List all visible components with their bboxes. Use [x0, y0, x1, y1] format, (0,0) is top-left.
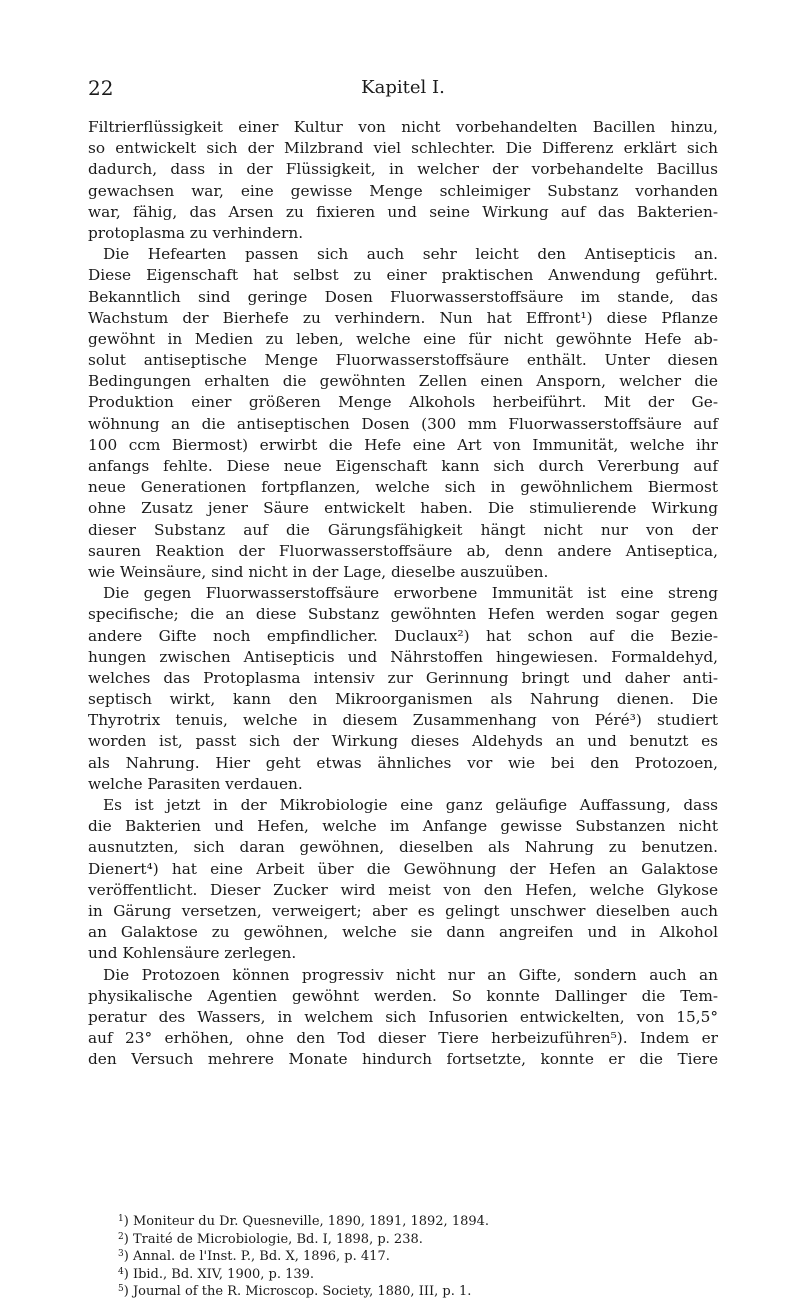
footnote: [118, 1282, 718, 1300]
text-line: protoplasma zu verhindern.: [88, 223, 304, 242]
text-line: die Bakterien und Hefen, welche im Anfange gewisse Substanzen nicht: [88, 817, 718, 836]
text-line: neue Generationen fortpflanzen, welche sich in gewöhnlichem Biermost: [88, 478, 718, 497]
footnote-mark: 5: [118, 1284, 124, 1295]
text-line: Diese Eigenschaft hat selbst zu einer praktischen Anwendung geführt.: [88, 266, 718, 285]
text-line: septisch wirkt, kann den Mikroorganismen als Nahrung dienen. Die: [88, 690, 718, 709]
text-line: Wachstum der Bierhefe zu verhindern. Nun hat Effront¹) diese Pflanze: [88, 308, 718, 327]
footnote-text: ) Annal. de l'Inst. P., Bd. X, 1896, p. 417.: [123, 1249, 390, 1265]
text-line: Produktion einer größeren Menge Alkohols herbeiführt. Mit der Ge-: [88, 393, 718, 412]
text-line: war, fähig, das Arsen zu fixieren und seine Wirkung auf das Bakterien-: [88, 202, 718, 221]
page-header: [88, 76, 718, 100]
text-line: in Gärung versetzen, verweigert; aber es gelingt unschwer dieselben auch: [88, 901, 718, 920]
text-line: den Versuch mehrere Monate hindurch fortsetzte, konnte er die Tiere: [88, 1050, 718, 1069]
text-line: Thyrotrix tenuis, welche in diesem Zusammenhang von Péré³) studiert: [88, 711, 718, 730]
text-line: sauren Reaktion der Fluorwasserstoffsäure ab, denn andere Antiseptica,: [88, 541, 718, 560]
footnote: [118, 1265, 718, 1283]
text-line: als Nahrung. Hier geht etwas ähnliches vor wie bei den Protozoen,: [88, 753, 718, 772]
text-line: Bekanntlich sind geringe Dosen Fluorwasserstoffsäure im stande, das: [88, 287, 718, 306]
text-line: Dienert⁴) hat eine Arbeit über die Gewöhnung der Hefen an Galaktose: [88, 859, 718, 878]
text-line: hungen zwischen Antisepticis und Nährstoffen hingewiesen. Formaldehyd,: [88, 647, 718, 666]
text-line: Es ist jetzt in der Mikrobiologie eine ganz geläufige Auffassung, dass: [103, 796, 718, 814]
body-text: [88, 117, 718, 1070]
footnote-mark: 1: [118, 1214, 124, 1224]
text-line: veröffentlicht. Dieser Zucker wird meist von den Hefen, welche Glykose: [88, 880, 718, 899]
text-line: wöhnung an die antiseptischen Dosen (300 mm Fluorwasserstoffsäure auf: [88, 414, 718, 433]
text-line: Die gegen Fluorwasserstoffsäure erworbene Immunität ist eine streng: [103, 584, 718, 603]
text-line: peratur des Wassers, in welchem sich Infusorien entwickelten, von 15,5°: [88, 1007, 718, 1026]
text-line: Die Protozoen können progressiv nicht nur an Gifte, sondern auch an: [103, 965, 718, 984]
text-line: wie Weinsäure, sind nicht in der Lage, dieselbe auszuüben.: [88, 562, 549, 581]
text-line: an Galaktose zu gewöhnen, welche sie dann angreifen und in Alkohol: [88, 923, 718, 942]
text-line: ausnutzten, sich daran gewöhnen, dieselben als Nahrung zu benutzen.: [88, 838, 718, 857]
text-line: welches das Protoplasma intensiv zur Gerinnung bringt und daher anti-: [88, 668, 718, 687]
footnote-mark: 3: [118, 1249, 124, 1260]
text-line: so entwickelt sich der Milzbrand viel schlechter. Die Differenz erklärt sich: [88, 139, 718, 158]
text-line: Die Hefearten passen sich auch sehr leicht den Antisepticis an.: [103, 245, 718, 264]
text-line: specifische; die an diese Substanz gewöhnten Hefen werden sogar gegen: [88, 605, 718, 624]
footnote-text: ) Journal of the R. Microscop. Society, 1880, III, p. 1.: [123, 1284, 472, 1300]
footnote: [118, 1230, 718, 1248]
text-line: anfangs fehlte. Diese neue Eigenschaft kann sich durch Vererbung auf: [88, 457, 718, 475]
footnotes: [118, 1212, 718, 1300]
text-line: auf 23° erhöhen, ohne den Tod dieser Tiere herbeizuführen⁵). Indem er: [88, 1029, 718, 1048]
chapter-title: Kapitel I.: [361, 77, 445, 98]
text-line: andere Gifte noch empfindlicher. Duclaux²) hat schon auf die Bezie-: [88, 626, 718, 645]
text-line: und Kohlensäure zerlegen.: [88, 944, 297, 963]
footnote-text: ) Traité de Microbiologie, Bd. I, 1898, p. 238.: [123, 1231, 423, 1247]
footnote: [118, 1212, 718, 1230]
text-line: gewachsen war, eine gewisse Menge schleimiger Substanz vorhanden: [88, 181, 718, 200]
text-line: Bedingungen erhalten die gewöhnten Zellen einen Ansporn, welcher die: [88, 372, 718, 391]
text-line: solut antiseptische Menge Fluorwasserstoffsäure enthält. Unter diesen: [88, 351, 718, 370]
footnote-text: ) Ibid., Bd. XIV, 1900, p. 139.: [123, 1266, 315, 1282]
footnote: [118, 1247, 718, 1265]
text-line: physikalische Agentien gewöhnt werden. So konnte Dallinger die Tem-: [88, 986, 718, 1005]
text-line: gewöhnt in Medien zu leben, welche eine für nicht gewöhnte Hefe ab-: [88, 329, 718, 348]
text-line: worden ist, passt sich der Wirkung dieses Aldehyds an und benutzt es: [88, 732, 718, 751]
text-line: welche Parasiten verdauen.: [88, 774, 303, 793]
footnote-text: ) Moniteur du Dr. Quesneville, 1890, 1891, 1892, 1894.: [123, 1214, 490, 1229]
text-line: Filtrierflüssigkeit einer Kultur von nicht vorbehandelten Bacillen hinzu,: [88, 118, 718, 136]
page-number: 22: [88, 76, 114, 100]
text-line: ohne Zusatz jener Säure entwickelt haben. Die stimulierende Wirkung: [88, 499, 718, 518]
text-line: 100 ccm Biermost) erwirbt die Hefe eine Art von Immunität, welche ihr: [88, 435, 718, 454]
footnote-mark: 2: [118, 1231, 124, 1242]
footnote-mark: 4: [118, 1266, 124, 1277]
text-line: dadurch, dass in der Flüssigkeit, in welcher der vorbehandelte Bacillus: [88, 160, 718, 179]
text-line: dieser Substanz auf die Gärungsfähigkeit hängt nicht nur von der: [88, 520, 718, 539]
